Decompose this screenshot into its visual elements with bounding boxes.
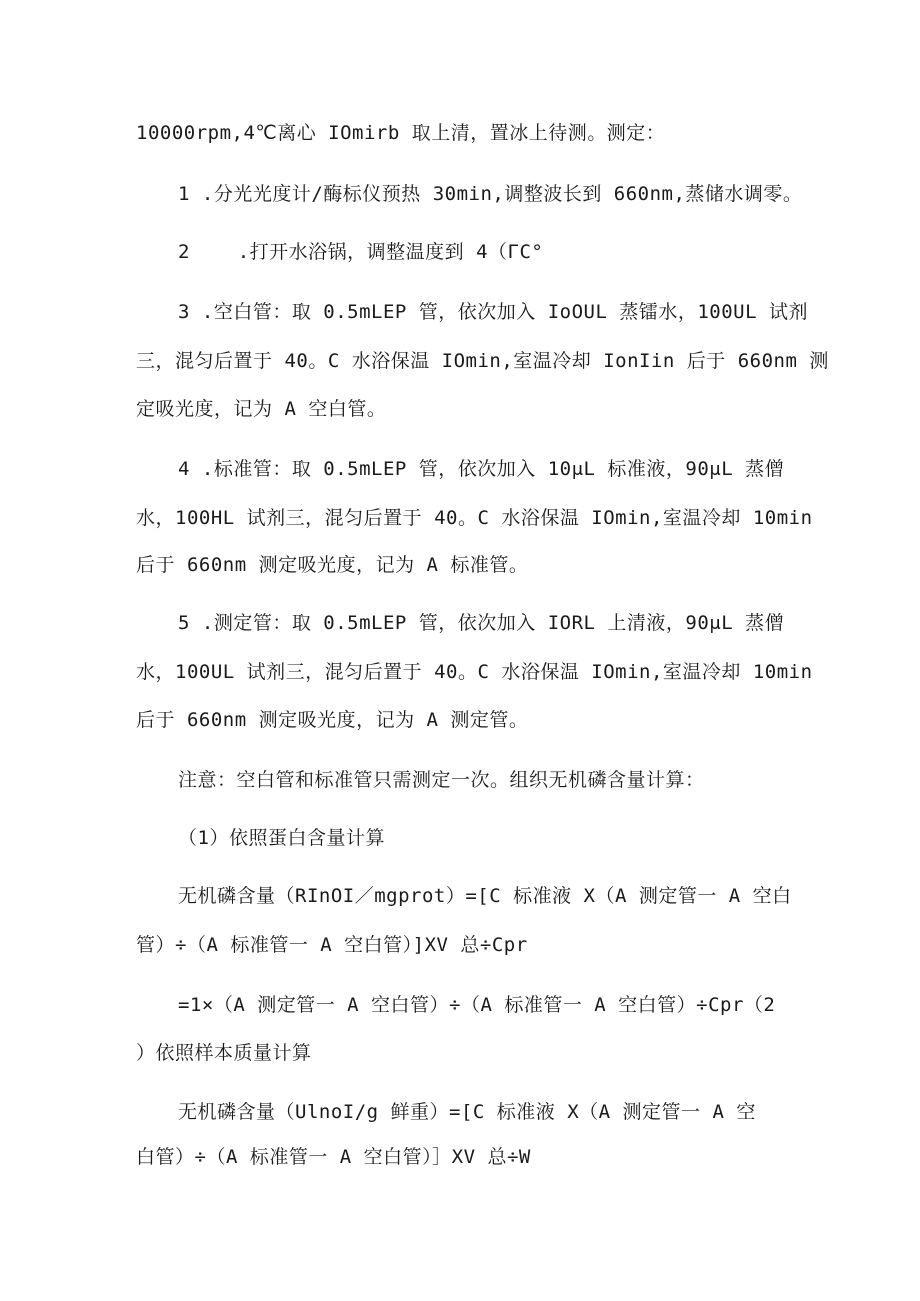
text-line-formula1-b: 管）÷（A 标准管一 A 空白管）]XV 总÷Cpr [136, 934, 528, 956]
text-line-step3-c: 定吸光度，记为 A 空白管。 [136, 398, 387, 420]
text-line-step5-c: 后于 660nm 测定吸光度，记为 A 测定管。 [136, 709, 529, 731]
text-line-formula2-a: 无机磷含量（UlnoI/g 鲜重）=[C 标准液 X（A 测定管一 A 空 [178, 1101, 756, 1123]
text-line-method2-heading: ）依照样本质量计算 [136, 1042, 312, 1064]
text-line-step5-b: 水，100UL 试剂三，混匀后置于 40。C 水浴保温 IOmin,室温冷却 10min [136, 661, 813, 683]
text-line-formula1-c: =1×（A 测定管一 A 空白管）÷（A 标准管一 A 空白管）÷Cpr（2 [178, 994, 776, 1016]
text-line-method1-heading: （1）依照蛋白含量计算 [178, 827, 385, 849]
text-line-step2: 2 .打开水浴锅，调整温度到 4（ΓC° [178, 241, 544, 263]
text-line-intro: 10000rpm,4℃离心 IOmirb 取上清，置冰上待测。测定： [136, 122, 666, 144]
text-line-step3-a: 3 .空白管：取 0.5mLEP 管，依次加入 IoOUL 蒸镭水，100UL 试剂 [178, 301, 808, 323]
text-line-note: 注意：空白管和标准管只需测定一次。组织无机磷含量计算： [178, 769, 705, 791]
text-line-formula2-b: 白管）÷（A 标准管一 A 空白管）］XV 总÷W [136, 1146, 531, 1168]
text-line-step5-a: 5 .测定管：取 0.5mLEP 管，依次加入 IORL 上清液，90μL 蒸僧 [178, 612, 785, 634]
text-line-step4-a: 4 .标准管：取 0.5mLEP 管，依次加入 10μL 标准液，90μL 蒸僧 [178, 458, 785, 480]
text-line-step1: 1 .分光光度计/酶标仪预热 30min,调整波长到 660nm,蒸储水调零。 [178, 183, 803, 205]
text-line-step4-c: 后于 660nm 测定吸光度，记为 A 标准管。 [136, 554, 529, 576]
text-line-formula1-a: 无机磷含量（RInOI／mgprot）=[C 标准液 X（A 测定管一 A 空白 [178, 885, 792, 907]
text-line-step3-b: 三，混匀后置于 40。C 水浴保温 IOmin,室温冷却 IonIin 后于 660nm 测 [136, 350, 829, 372]
text-line-step4-b: 水，100HL 试剂三，混匀后置于 40。C 水浴保温 IOmin,室温冷却 10min [136, 507, 813, 529]
